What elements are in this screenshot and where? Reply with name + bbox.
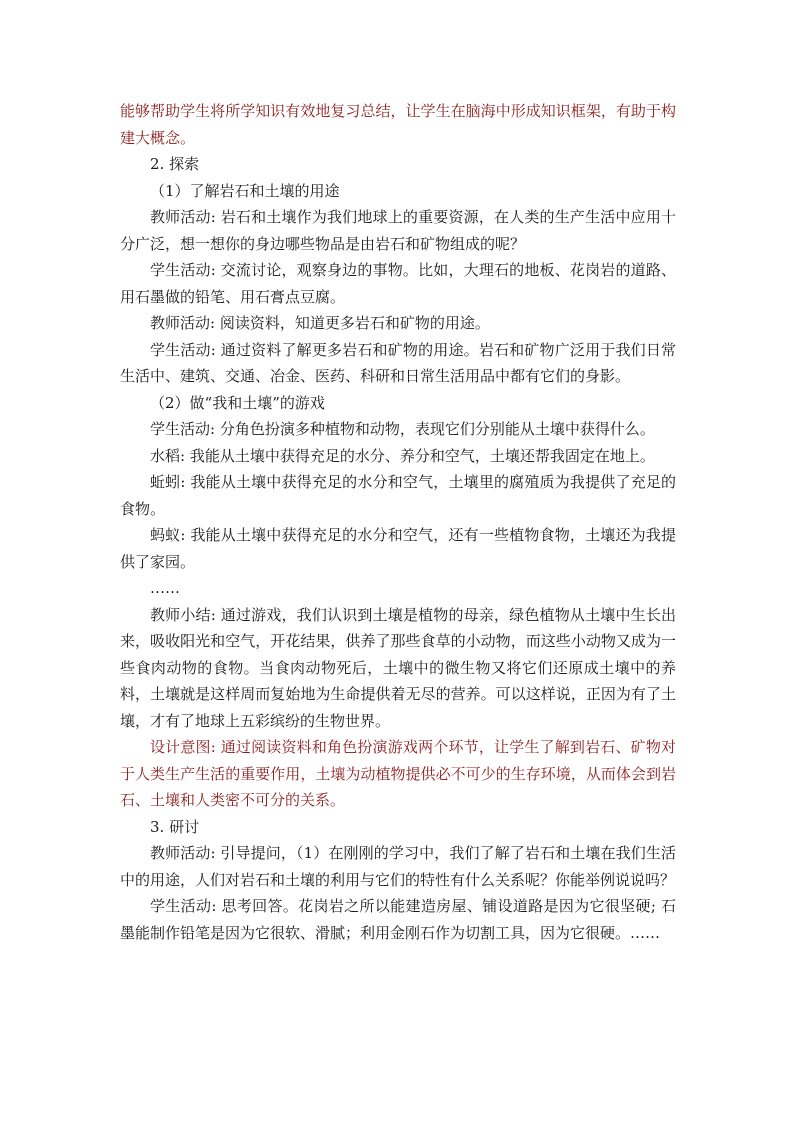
teacher-activity-paragraph: 教师活动: 引导提问，（1）在刚刚的学习中，我们了解了岩石和土壤在我们生活中的用途，人们对岩石和土壤的利用与它们的特性有什么关系呢？你能举例说说吗？ [120, 844, 676, 889]
role-ant-paragraph: 蚂蚁: 我能从土壤中获得充足的水分和空气，还有一些植物食物，土壤还为我提供了家园。 [120, 526, 676, 571]
student-activity-paragraph: 学生活动: 交流讨论，观察身边的事物。比如，大理石的地板、花岗岩的道路、用石墨做的铅笔、用石膏点豆腐。 [120, 261, 676, 306]
ellipsis-paragraph: …… [150, 579, 180, 597]
role-rice-paragraph: 水稻: 我能从土壤中获得充足的水分、养分和空气，土壤还帮我固定在地上。 [150, 446, 655, 465]
design-intent-continuation: 能够帮助学生将所学知识有效地复习总结，让学生在脑海中形成知识框架，有助于构建大概念。 [120, 102, 676, 147]
subheading-game: （2）做“我和土壤”的游戏 [150, 393, 325, 412]
subheading-uses: （1）了解岩石和土壤的用途 [150, 181, 340, 200]
document-body [120, 98, 676, 946]
section-heading-explore: 2. 探索 [150, 155, 200, 173]
role-earthworm-paragraph: 蚯蚓: 我能从土壤中获得充足的水分和空气，土壤里的腐殖质为我提供了充足的食物。 [120, 473, 676, 518]
student-activity-paragraph: 学生活动: 通过资料了解更多岩石和矿物的用途。岩石和矿物广泛用于我们日常生活中、建筑、交通、冶金、医药、科研和日常生活用品中都有它们的身影。 [120, 340, 676, 385]
student-activity-paragraph: 学生活动: 思考回答。花岗岩之所以能建造房屋、铺设道路是因为它很坚硬; 石墨能制作铅笔是因为它很软、滑腻；利用金刚石作为切割工具，因为它很硬。…… [120, 897, 676, 942]
teacher-activity-paragraph: 教师活动: 岩石和土壤作为我们地球上的重要资源，在人类的生产生活中应用十分广泛，想一想你的身边哪些物品是由岩石和矿物组成的呢？ [120, 208, 676, 253]
design-intent-paragraph: 设计意图: 通过阅读资料和角色扮演游戏两个环节，让学生了解到岩石、矿物对于人类生产生活的重要作用，土壤为动植物提供必不可少的生存环境，从而体会到岩石、土壤和人类密不可分的关系。 [120, 738, 676, 809]
student-activity-paragraph: 学生活动: 分角色扮演多种植物和动物，表现它们分别能从土壤中获得什么。 [150, 420, 655, 438]
teacher-summary-paragraph: 教师小结: 通过游戏，我们认识到土壤是植物的母亲，绿色植物从土壤中生长出来，吸收阳光和空气，开花结果，供养了那些食草的小动物，而这些小动物又成为一些食肉动物的食物。当食肉动物死后，土壤中的微生物又将它们还原成土壤中的养料，土壤就是这样周而复始地为生命提供着无尽的营养。可以这样说，正因为有了土壤，才有了地球上五彩缤纷的生物世界。 [120, 605, 676, 730]
teacher-activity-paragraph: 教师活动: 阅读资料，知道更多岩石和矿物的用途。 [150, 314, 490, 332]
section-heading-discuss: 3. 研讨 [150, 817, 200, 836]
